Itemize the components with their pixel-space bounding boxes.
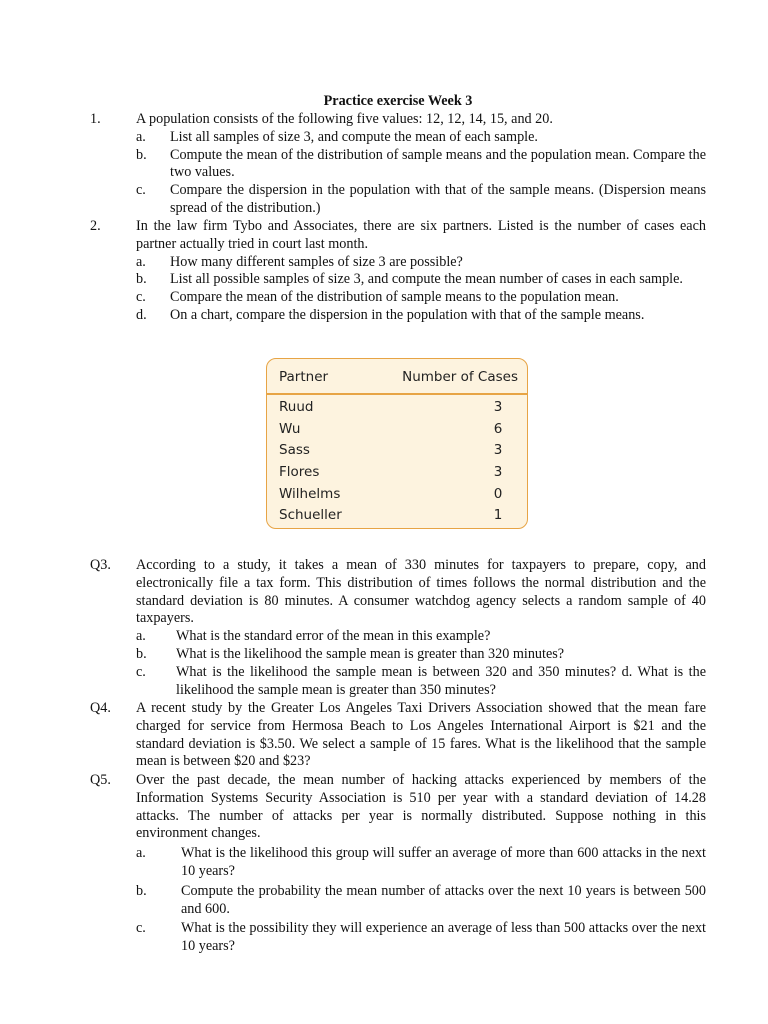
part-text: What is the likelihood the sample mean is between 320 and 350 minutes? d. What is the likelihood the sample mean is greater than 350 minutes?	[176, 663, 706, 698]
part-label: b.	[136, 271, 147, 288]
part-label: a.	[136, 845, 146, 862]
question-number: Q3.	[90, 557, 111, 573]
question-part	[136, 129, 706, 147]
table-row	[267, 505, 527, 527]
part-text: What is the likelihood the sample mean is greater than 320 minutes?	[176, 645, 565, 662]
part-label: b.	[136, 645, 147, 662]
question-part	[136, 254, 706, 272]
question-text: According to a study, it takes a mean of 330 minutes for taxpayers to prepare, copy, and electronically file a tax form. This distribution of times follows the normal distribution and the standard deviation is 80 minutes. A consumer watchdog agency selects a random sample of 40 taxpayers.	[136, 557, 706, 627]
question-part	[136, 289, 706, 307]
table-row	[267, 419, 527, 441]
question-part	[136, 147, 706, 183]
part-label: b.	[136, 146, 147, 163]
question-part	[136, 182, 706, 218]
column-header-cases: Number of Cases	[402, 369, 518, 385]
table-row	[267, 397, 527, 419]
part-text: What is the possibility they will experience an average of less than 500 attacks over the next 10 years?	[181, 920, 706, 955]
case-count: 3	[493, 464, 503, 480]
part-label: c.	[136, 920, 146, 937]
partner-name: Sass	[279, 442, 310, 459]
part-text: On a chart, compare the dispersion in the population with that of the sample means.	[170, 306, 645, 323]
partner-cases-table	[266, 358, 528, 529]
question-part	[136, 883, 706, 919]
part-text: List all possible samples of size 3, and compute the mean number of cases in each sample.	[170, 271, 683, 288]
question-part	[136, 845, 706, 881]
part-label: d.	[136, 306, 147, 323]
table-header	[267, 359, 527, 386]
part-text: Compare the mean of the distribution of sample means to the population mean.	[170, 289, 619, 306]
question-part	[136, 628, 706, 646]
part-text: Compare the dispersion in the population with that of the sample means. (Dispersion means spread of the distribution.)	[170, 182, 706, 216]
question-number: Q5.	[90, 772, 111, 788]
partner-name: Ruud	[279, 398, 314, 415]
question-part	[136, 307, 706, 325]
part-text: Compute the mean of the distribution of sample means and the population mean. Compare the two values.	[170, 146, 706, 181]
page-title: Practice exercise Week 3	[323, 93, 473, 109]
question-part	[136, 646, 706, 664]
table-row	[267, 440, 527, 462]
case-count: 3	[493, 442, 503, 459]
part-label: a.	[136, 628, 146, 645]
partner-name: Schueller	[279, 507, 342, 524]
table-row	[267, 484, 527, 506]
question-number: 2.	[90, 218, 101, 234]
header-divider	[267, 393, 527, 395]
partner-name: Wilhelms	[279, 485, 341, 502]
part-text: How many different samples of size 3 are possible?	[170, 253, 463, 270]
part-label: a.	[136, 128, 146, 145]
part-label: c.	[136, 289, 146, 306]
question-number: 1.	[90, 111, 101, 127]
table-row	[267, 462, 527, 484]
question-3	[90, 557, 706, 699]
case-count: 3	[493, 398, 503, 415]
column-header-partner: Partner	[279, 369, 329, 385]
part-label: b.	[136, 882, 147, 899]
question-5	[90, 772, 706, 956]
part-label: c.	[136, 182, 146, 199]
case-count: 0	[493, 485, 503, 502]
case-count: 1	[493, 507, 503, 524]
table-body	[267, 397, 527, 527]
question-text: A recent study by the Greater Los Angeles Taxi Drivers Association showed that the mean fare charged for service from Hermosa Beach to Los Angeles International Airport is $21 and the standard deviation is $3.50. We select a sample of 15 fares. What is the likelihood that the sample mean is between $20 and $23?	[136, 700, 706, 770]
question-2	[90, 218, 706, 325]
part-label: a.	[136, 253, 146, 270]
question-text: Over the past decade, the mean number of hacking attacks experienced by members of the Information Systems Security Association is 510 per year with a standard deviation of 14.28 attacks. The number of attacks per year is normally distributed. Suppose nothing in this environment changes.	[136, 772, 706, 842]
case-count: 6	[493, 420, 503, 437]
question-1	[90, 111, 706, 218]
part-text: Compute the probability the mean number of attacks over the next 10 years is between 500 and 600.	[181, 882, 706, 917]
part-text: What is the likelihood this group will suffer an average of more than 600 attacks in the next 10 years?	[181, 845, 706, 879]
question-part	[136, 271, 706, 289]
part-text: List all samples of size 3, and compute the mean of each sample.	[170, 128, 538, 145]
partner-name: Wu	[279, 420, 301, 437]
question-text: A population consists of the following five values: 12, 12, 14, 15, and 20.	[136, 111, 553, 127]
question-part	[136, 920, 706, 956]
question-4	[90, 700, 706, 771]
question-text: In the law firm Tybo and Associates, there are six partners. Listed is the number of cases each partner actually tried in court last month.	[136, 218, 706, 252]
part-text: What is the standard error of the mean in this example?	[176, 628, 491, 645]
question-part	[136, 664, 706, 700]
question-number: Q4.	[90, 700, 111, 716]
part-label: c.	[136, 663, 146, 680]
partner-name: Flores	[279, 464, 320, 480]
